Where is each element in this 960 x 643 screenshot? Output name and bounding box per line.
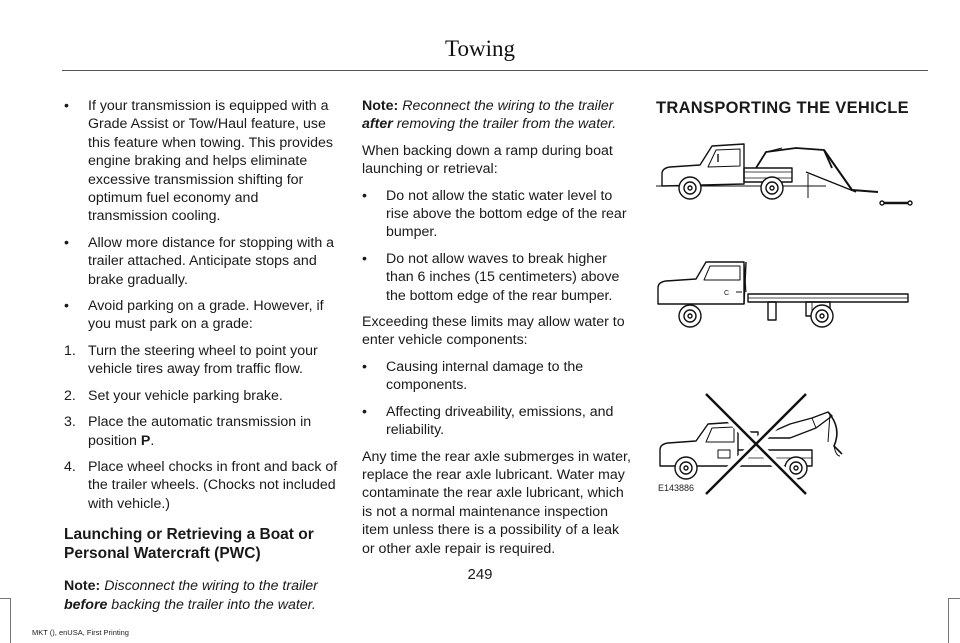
- list-item: • Avoid parking on a grade. However, if you must park on a grade:: [64, 298, 324, 333]
- numbered-step: 1. Turn the steering wheel to point your vehicle tires away from traffic flow.: [64, 342, 318, 378]
- footer-text: MKT (), enUSA, First Printing: [32, 628, 129, 637]
- crop-mark: [948, 598, 949, 643]
- list-item: • If your transmission is equipped with a Grade Assist or Tow/Haul feature, use this feature when towing. This provides engine braking and helps eliminate excessive transmission shifting for optimum fuel economy and transmission cooling.: [64, 98, 333, 225]
- note: Note: Disconnect the wiring to the trailer before backing the trailer into the water.: [64, 578, 318, 613]
- page-header-title: Towing: [445, 36, 515, 61]
- numbered-step: 2. Set your vehicle parking brake.: [64, 387, 283, 404]
- list-item: • Do not allow the static water level to rise above the bottom edge of the rear bumper.: [362, 187, 627, 241]
- section-heading: TRANSPORTING THE VEHICLE: [656, 99, 909, 117]
- paragraph: When backing down a ramp during boat launching or retrieval:: [362, 142, 613, 178]
- list-item: • Allow more distance for stopping with a trailer attached. Anticipate stops and brake gradually.: [64, 234, 335, 288]
- wheel-lift-tow-truck: [656, 144, 912, 205]
- numbered-step: 4. Place wheel chocks in front and back of the trailer wheels. (Chocks not included with vehicle.): [64, 458, 338, 512]
- prohibited-x-mark: [706, 394, 806, 494]
- svg-text:C: C: [724, 290, 730, 297]
- paragraph: Exceeding these limits may allow water to enter vehicle components:: [362, 314, 625, 349]
- paragraph: Any time the rear axle submerges in water, replace the rear axle lubricant. Water may contaminate the rear axle lubricant, which is not a normal maintenance inspection item unless there is a possibility of a leak or other axle repair is required.: [362, 448, 631, 557]
- column-2: [362, 97, 634, 566]
- section-heading: Launching or Retrieving a Boat or Personal Watercraft (PWC): [64, 526, 314, 563]
- note: Note: Reconnect the wiring to the trailer after removing the trailer from the water.: [362, 98, 617, 133]
- crop-mark: [10, 598, 11, 643]
- crop-mark: [0, 598, 10, 599]
- list-item: • Causing internal damage to the components.: [362, 358, 584, 394]
- column-1: [64, 97, 340, 622]
- list-item: • Do not allow waves to break higher than 6 inches (15 centimeters) above the bottom edge of the rear bumper.: [362, 250, 620, 304]
- figure-id: E143886: [658, 483, 695, 493]
- column-3: [656, 97, 926, 117]
- towing-illustration: [656, 132, 928, 502]
- page-number: 249: [467, 566, 493, 583]
- header-rule: [62, 70, 928, 71]
- flatbed-tow-truck: [658, 262, 908, 327]
- crop-mark: [948, 598, 960, 599]
- numbered-step: 3. Place the automatic transmission in position P.: [64, 414, 312, 449]
- list-item: • Affecting driveability, emissions, and reliability.: [362, 403, 614, 439]
